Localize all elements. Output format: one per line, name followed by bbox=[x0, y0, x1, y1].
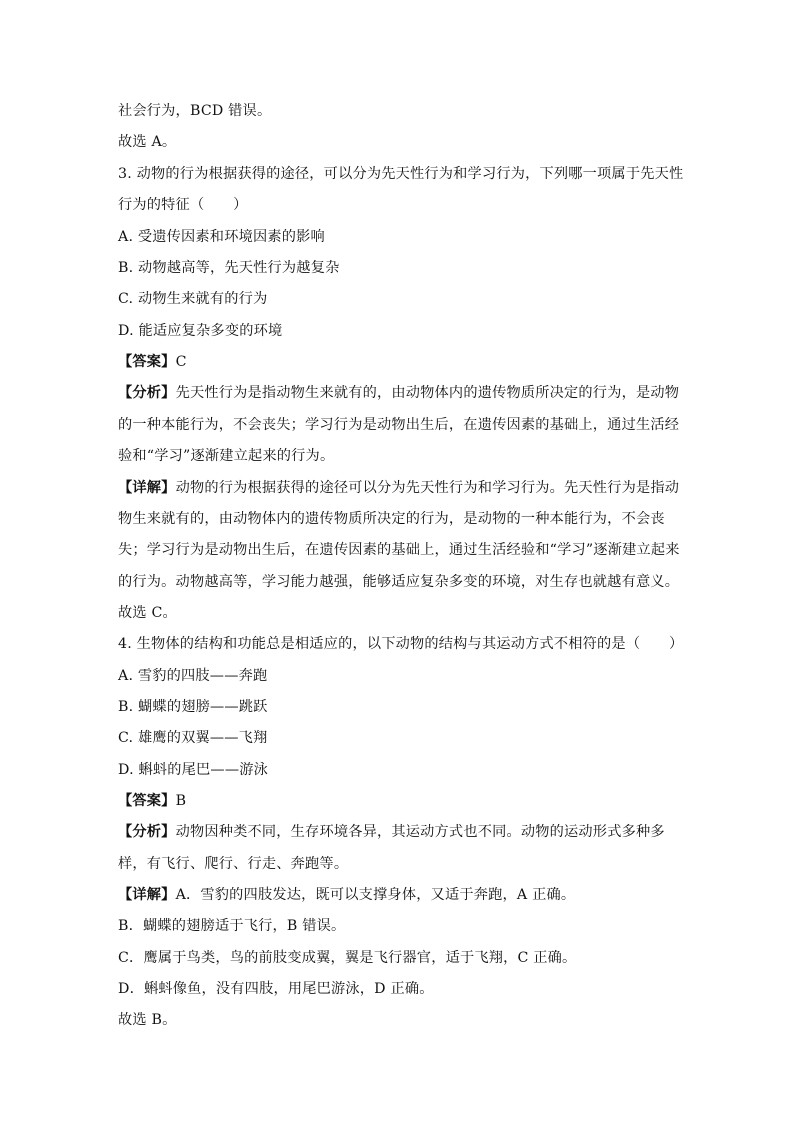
question-4-detail: 【详解】A．雪豹的四肢发达，既可以支撑身体，又适于奔跑，A 正确。 bbox=[118, 887, 576, 903]
question-3-detail: 物生来就有的，由动物体内的遗传物质所决定的行为，是动物的一种本能行为，不会丧 bbox=[118, 511, 665, 527]
question-3-option-d: D. 能适应复杂多变的环境 bbox=[118, 323, 283, 339]
question-3-detail: 失；学习行为是动物出生后，在遗传因素的基础上，通过生活经验和“学习”逐渐建立起来 bbox=[118, 542, 680, 558]
answer-tag: 【答案】 bbox=[118, 354, 176, 370]
question-3-detail: 【详解】动物的行为根据获得的途径可以分为先天性行为和学习行为。先天性行为是指动 bbox=[118, 480, 680, 496]
question-3-analysis: 【分析】先天性行为是指动物生来就有的，由动物体内的遗传物质所决定的行为，是动物 bbox=[118, 385, 680, 401]
question-3-analysis: 的一种本能行为，不会丧失；学习行为是动物出生后，在遗传因素的基础上，通过生活经 bbox=[118, 417, 680, 433]
answer-tag: 【答案】 bbox=[118, 793, 176, 809]
question-4-detail: B．蝴蝶的翅膀适于飞行，B 错误。 bbox=[118, 918, 346, 934]
question-4-option-a: A. 雪豹的四肢——奔跑 bbox=[118, 668, 268, 684]
question-3-answer: 【答案】C bbox=[118, 354, 187, 370]
analysis-tag: 【分析】 bbox=[118, 385, 176, 401]
question-4-choose: 故选 B。 bbox=[118, 1012, 177, 1028]
question-3-option-c: C. 动物生来就有的行为 bbox=[118, 291, 268, 307]
question-3-option-a: A. 受遗传因素和环境因素的影响 bbox=[118, 229, 325, 245]
question-4-option-d: D. 蝌蚪的尾巴——游泳 bbox=[118, 762, 268, 778]
question-4-detail: C．鹰属于鸟类，鸟的前肢变成翼，翼是飞行器官，适于飞翔，C 正确。 bbox=[118, 950, 577, 966]
detail-tag: 【详解】 bbox=[118, 480, 176, 496]
question-4-option-b: B. 蝴蝶的翅膀——跳跃 bbox=[118, 699, 268, 715]
question-4-answer: 【答案】B bbox=[118, 793, 187, 809]
question-3-choose: 故选 C。 bbox=[118, 605, 177, 621]
question-4-stem: 4. 生物体的结构和功能总是相适应的，以下动物的结构与其运动方式不相符的是（ ） bbox=[118, 636, 684, 652]
question-3-stem: 3. 动物的行为根据获得的途径，可以分为先天性行为和学习行为，下列哪一项属于先天性 bbox=[118, 166, 684, 182]
question-4-analysis: 【分析】动物因种类不同，生存环境各异，其运动方式也不同。动物的运动形式多种多 bbox=[118, 824, 665, 840]
question-3-stem: 行为的特征（ ） bbox=[118, 197, 248, 213]
question-3-option-b: B. 动物越高等，先天性行为越复杂 bbox=[118, 260, 340, 276]
question-3-detail: 的行为。动物越高等，学习能力越强，能够适应复杂多变的环境，对生存也就越有意义。 bbox=[118, 574, 680, 590]
question-4-analysis: 样，有飞行、爬行、行走、奔跑等。 bbox=[118, 856, 349, 872]
question-4-detail: D．蝌蚪像鱼，没有四肢，用尾巴游泳，D 正确。 bbox=[118, 981, 434, 997]
question-3-analysis: 验和“学习”逐渐建立起来的行为。 bbox=[118, 448, 335, 464]
text-line: 故选 A。 bbox=[118, 134, 177, 150]
analysis-tag: 【分析】 bbox=[118, 824, 176, 840]
text-line: 社会行为，BCD 错误。 bbox=[118, 103, 272, 119]
detail-tag: 【详解】 bbox=[118, 887, 176, 903]
question-4-option-c: C. 雄鹰的双翼——飞翔 bbox=[118, 730, 268, 746]
